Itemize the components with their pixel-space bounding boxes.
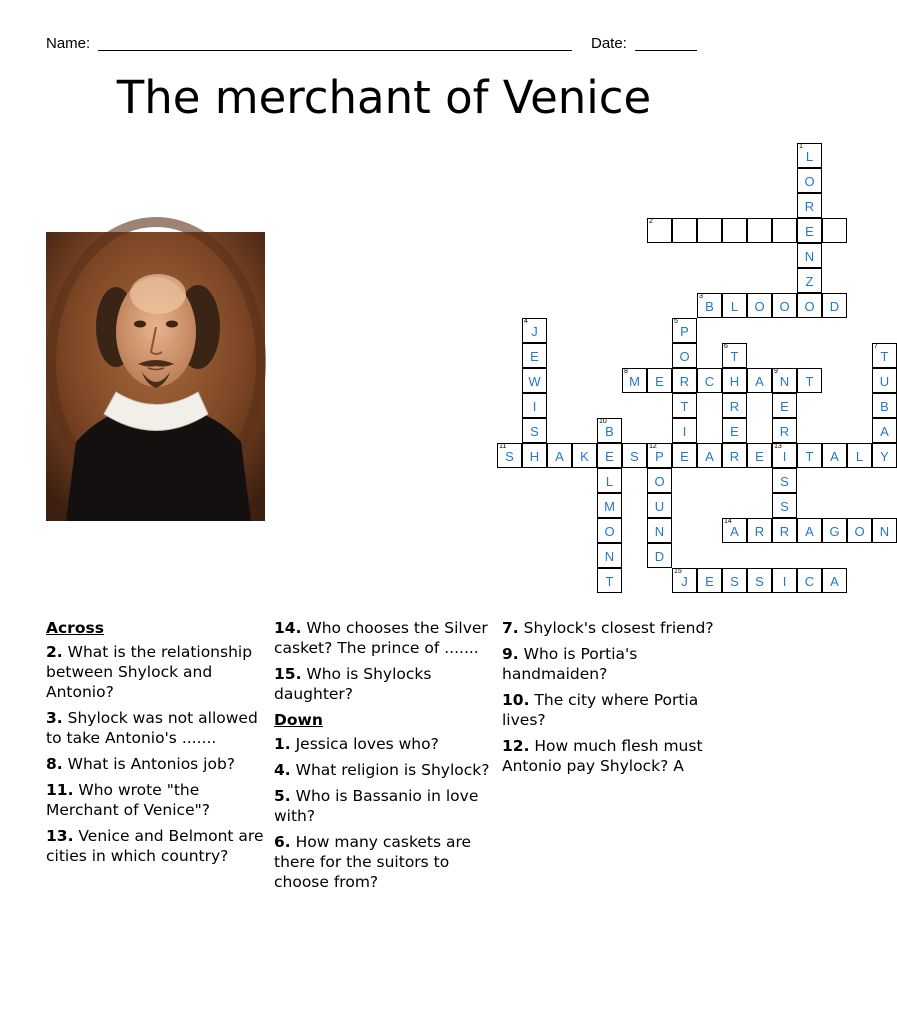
clue: [46, 754, 268, 774]
crossword-cell[interactable]: [597, 568, 622, 593]
cell-letter: O: [804, 174, 815, 189]
cell-letter: R: [754, 524, 765, 539]
cell-letter: T: [605, 574, 614, 589]
crossword-cell[interactable]: [847, 518, 872, 543]
crossword-cell[interactable]: [797, 193, 822, 218]
clue-text: Shylock was not allowed to take Antonio's .......: [46, 709, 258, 747]
cell-letter: N: [779, 374, 790, 389]
cell-number: 13: [774, 443, 782, 450]
cell-number: 3: [699, 293, 703, 300]
clue: [46, 826, 268, 866]
crossword-cell[interactable]: [797, 443, 822, 468]
clue-text: What religion is Shylock?: [290, 761, 490, 779]
cell-letter: T: [680, 399, 689, 414]
cell-letter: T: [805, 374, 814, 389]
clue-text: Shylock's closest friend?: [518, 619, 714, 637]
cell-letter: L: [605, 474, 614, 489]
cell-letter: W: [528, 374, 541, 389]
crossword-cell[interactable]: [647, 468, 672, 493]
cell-letter: I: [532, 399, 537, 414]
clue: [502, 644, 724, 684]
crossword-cell[interactable]: [872, 393, 897, 418]
cell-letter: E: [755, 449, 764, 464]
cell-letter: I: [682, 424, 687, 439]
crossword-cell[interactable]: [872, 343, 897, 368]
cell-letter: A: [705, 449, 714, 464]
clue-text: Who wrote "the Merchant of Venice"?: [46, 781, 210, 819]
cell-letter: P: [680, 324, 689, 339]
crossword-cell[interactable]: [872, 368, 897, 393]
cell-number: 14: [724, 518, 732, 525]
clue-number: 2.: [46, 643, 63, 661]
crossword-cell[interactable]: [797, 293, 822, 318]
cell-letter: N: [804, 249, 815, 264]
cell-letter: C: [804, 574, 815, 589]
cell-letter: Z: [805, 274, 814, 289]
crossword-cell[interactable]: [747, 443, 772, 468]
cell-number: 12: [649, 443, 657, 450]
cell-letter: S: [630, 449, 639, 464]
cell-letter: S: [730, 574, 739, 589]
crossword-cell[interactable]: [672, 343, 697, 368]
cell-letter: J: [681, 574, 688, 589]
crossword-cell[interactable]: [672, 318, 697, 343]
crossword-cell[interactable]: [597, 543, 622, 568]
cell-letter: R: [679, 374, 690, 389]
cell-letter: T: [730, 349, 739, 364]
crossword-cell[interactable]: [722, 568, 747, 593]
cell-letter: E: [805, 224, 814, 239]
crossword-cell[interactable]: [797, 268, 822, 293]
cell-number: 4: [524, 318, 528, 325]
cell-letter: O: [804, 299, 815, 314]
clue-text: What is the relationship between Shylock and Antonio?: [46, 643, 253, 701]
cell-number: 9: [774, 368, 778, 375]
cell-letter: H: [729, 374, 740, 389]
cell-letter: A: [880, 424, 889, 439]
crossword-cell[interactable]: [747, 518, 772, 543]
clue-number: 11.: [46, 781, 74, 799]
crossword-cell[interactable]: [722, 418, 747, 443]
crossword-cell[interactable]: [747, 568, 772, 593]
cell-letter: E: [680, 449, 689, 464]
cell-number: 5: [674, 318, 678, 325]
crossword-cell[interactable]: [797, 518, 822, 543]
cell-letter: O: [654, 474, 665, 489]
crossword-cell[interactable]: [722, 343, 747, 368]
cell-letter: [698, 219, 721, 242]
crossword-cell[interactable]: [647, 368, 672, 393]
crossword-cell[interactable]: [697, 568, 722, 593]
cell-number: 15: [674, 568, 682, 575]
cell-number: 8: [624, 368, 628, 375]
clue: [46, 708, 268, 748]
cell-letter: O: [679, 349, 690, 364]
date-label: Date:: [591, 35, 627, 52]
cell-letter: I: [782, 449, 787, 464]
clue-number: 12.: [502, 737, 530, 755]
crossword-cell[interactable]: [797, 568, 822, 593]
clue: [274, 734, 496, 754]
cell-letter: M: [629, 374, 640, 389]
cell-letter: [773, 219, 796, 242]
clue-number: 13.: [46, 827, 74, 845]
clue-number: 1.: [274, 735, 291, 753]
crossword-cell[interactable]: [822, 443, 847, 468]
name-label: Name:: [46, 35, 91, 52]
crossword-cell[interactable]: [647, 493, 672, 518]
crossword-cell[interactable]: [747, 368, 772, 393]
crossword-cell[interactable]: [522, 418, 547, 443]
cell-letter: B: [880, 399, 889, 414]
clues-column-2: [274, 618, 496, 898]
crossword-cell[interactable]: [822, 293, 847, 318]
crossword-cell[interactable]: [547, 443, 572, 468]
clue: [274, 786, 496, 826]
cell-letter: L: [805, 149, 814, 164]
crossword-cell[interactable]: [522, 343, 547, 368]
cell-number: 6: [724, 343, 728, 350]
cell-letter: S: [505, 449, 514, 464]
cell-number: 11: [499, 443, 507, 450]
cell-letter: T: [805, 449, 814, 464]
crossword-cell[interactable]: [772, 293, 797, 318]
cell-letter: [648, 219, 671, 242]
cell-letter: N: [879, 524, 890, 539]
cell-letter: O: [854, 524, 865, 539]
crossword-cell[interactable]: [697, 368, 722, 393]
crossword-cell[interactable]: [672, 393, 697, 418]
crossword-cell[interactable]: [497, 443, 522, 468]
crossword-cell[interactable]: [822, 518, 847, 543]
clue-text: Who is Shylocks daughter?: [274, 665, 432, 703]
crossword-cell[interactable]: [747, 293, 772, 318]
clue-number: 6.: [274, 833, 291, 851]
crossword-cell[interactable]: [647, 543, 672, 568]
crossword-cell[interactable]: [672, 218, 697, 243]
crossword-cell[interactable]: [672, 568, 697, 593]
clue: [274, 664, 496, 704]
cell-letter: G: [829, 524, 840, 539]
clue-number: 7.: [502, 619, 519, 637]
crossword-cell[interactable]: [672, 418, 697, 443]
cell-letter: [723, 219, 746, 242]
cell-letter: D: [654, 549, 665, 564]
cell-letter: E: [655, 374, 664, 389]
cell-letter: O: [779, 299, 790, 314]
crossword-cell[interactable]: [722, 443, 747, 468]
clue-text: Who is Bassanio in love with?: [274, 787, 479, 825]
clue-text: How much flesh must Antonio pay Shylock? A: [502, 737, 703, 775]
cell-letter: D: [829, 299, 840, 314]
clue-number: 15.: [274, 665, 302, 683]
cell-letter: S: [780, 474, 789, 489]
crossword-cell[interactable]: [522, 393, 547, 418]
cell-letter: P: [655, 449, 664, 464]
clue-number: 3.: [46, 709, 63, 727]
crossword-cell[interactable]: [622, 368, 647, 393]
cell-letter: R: [779, 524, 790, 539]
crossword-cell[interactable]: [772, 518, 797, 543]
crossword-cell[interactable]: [722, 368, 747, 393]
clue-text: Who chooses the Silver casket? The prince of .......: [274, 619, 488, 657]
crossword-cell[interactable]: [847, 443, 872, 468]
cell-letter: [748, 219, 771, 242]
crossword-cell[interactable]: [522, 368, 547, 393]
crossword-cell[interactable]: [872, 443, 897, 468]
clue: [274, 760, 496, 780]
cell-letter: R: [729, 449, 740, 464]
crossword-cell[interactable]: [872, 518, 897, 543]
crossword-cell[interactable]: [597, 493, 622, 518]
cell-letter: A: [830, 449, 839, 464]
crossword-cell[interactable]: [772, 368, 797, 393]
clue-number: 8.: [46, 755, 63, 773]
clue: [46, 642, 268, 702]
clue-text: Jessica loves who?: [290, 735, 439, 753]
cell-letter: A: [555, 449, 564, 464]
clues-column-1: [46, 618, 268, 872]
crossword-cell[interactable]: [797, 168, 822, 193]
down-heading: Down: [274, 711, 323, 729]
cell-letter: T: [880, 349, 889, 364]
cell-letter: B: [705, 299, 714, 314]
cell-letter: L: [730, 299, 739, 314]
crossword-cell[interactable]: [597, 418, 622, 443]
cell-letter: S: [755, 574, 764, 589]
crossword-cell[interactable]: [772, 568, 797, 593]
cell-letter: E: [605, 449, 614, 464]
clue: [502, 736, 724, 776]
crossword-cell[interactable]: [772, 218, 797, 243]
crossword-cell[interactable]: [697, 443, 722, 468]
clue-text: What is Antonios job?: [62, 755, 236, 773]
crossword-cell[interactable]: [672, 368, 697, 393]
cell-number: 1: [799, 143, 803, 150]
cell-letter: R: [804, 199, 815, 214]
cell-letter: S: [780, 499, 789, 514]
crossword-cell[interactable]: [722, 218, 747, 243]
crossword-cell[interactable]: [597, 468, 622, 493]
clue-number: 9.: [502, 645, 519, 663]
crossword-cell[interactable]: [697, 218, 722, 243]
cell-letter: [823, 219, 846, 242]
crossword-cell[interactable]: [797, 143, 822, 168]
crossword-cell[interactable]: [622, 443, 647, 468]
cell-letter: E: [705, 574, 714, 589]
crossword-cell[interactable]: [722, 293, 747, 318]
crossword-cell[interactable]: [797, 368, 822, 393]
crossword-cell[interactable]: [722, 393, 747, 418]
clue-number: 4.: [274, 761, 291, 779]
crossword-cell[interactable]: [597, 518, 622, 543]
cell-letter: N: [604, 549, 615, 564]
crossword-cell[interactable]: [647, 518, 672, 543]
cell-letter: B: [605, 424, 614, 439]
cell-letter: A: [730, 524, 739, 539]
cell-letter: L: [855, 449, 864, 464]
clue-text: Venice and Belmont are cities in which country?: [46, 827, 264, 865]
clue-text: How many caskets are there for the suitors to choose from?: [274, 833, 472, 891]
cell-letter: E: [780, 399, 789, 414]
cell-letter: E: [730, 424, 739, 439]
crossword-cell[interactable]: [522, 318, 547, 343]
crossword-cell[interactable]: [797, 218, 822, 243]
crossword-cell[interactable]: [822, 568, 847, 593]
cell-letter: M: [604, 499, 615, 514]
cell-letter: H: [529, 449, 540, 464]
cell-letter: A: [755, 374, 764, 389]
cell-letter: O: [754, 299, 765, 314]
crossword-cell[interactable]: [572, 443, 597, 468]
cell-letter: C: [704, 374, 715, 389]
crossword-cell[interactable]: [772, 443, 797, 468]
clue: [274, 618, 496, 658]
crossword-cell[interactable]: [772, 393, 797, 418]
cell-number: 2: [649, 218, 653, 225]
cell-letter: O: [604, 524, 615, 539]
clue-number: 14.: [274, 619, 302, 637]
crossword-cell[interactable]: [647, 443, 672, 468]
cell-letter: U: [879, 374, 890, 389]
clue: [46, 780, 268, 820]
page-title: The merchant of Venice: [116, 71, 652, 124]
clue-number: 10.: [502, 691, 530, 709]
crossword-cell[interactable]: [722, 518, 747, 543]
cell-letter: K: [580, 449, 589, 464]
cell-letter: S: [530, 424, 539, 439]
cell-letter: R: [729, 399, 740, 414]
clue-number: 5.: [274, 787, 291, 805]
crossword-cell[interactable]: [647, 218, 672, 243]
clue-text: The city where Portia lives?: [502, 691, 699, 729]
cell-letter: J: [531, 324, 538, 339]
across-heading: Across: [46, 619, 104, 637]
cell-letter: A: [805, 524, 814, 539]
crossword-cell[interactable]: [697, 293, 722, 318]
crossword-cell[interactable]: [522, 443, 547, 468]
clue: [502, 690, 724, 730]
cell-letter: R: [779, 424, 790, 439]
cell-number: 7: [874, 343, 878, 350]
crossword-cell[interactable]: [872, 418, 897, 443]
cell-letter: U: [654, 499, 665, 514]
cell-letter: N: [654, 524, 665, 539]
clue-text: Who is Portia's handmaiden?: [502, 645, 638, 683]
crossword-cell[interactable]: [747, 218, 772, 243]
cell-letter: [673, 219, 696, 242]
crossword-cell[interactable]: [772, 493, 797, 518]
crossword-cell[interactable]: [672, 443, 697, 468]
cell-number: 10: [599, 418, 607, 425]
crossword-cell[interactable]: [597, 443, 622, 468]
clue: [274, 832, 496, 892]
crossword-cell[interactable]: [772, 418, 797, 443]
cell-letter: I: [782, 574, 787, 589]
clues-column-3: [502, 618, 724, 782]
cell-letter: E: [530, 349, 539, 364]
crossword-cell[interactable]: [797, 243, 822, 268]
crossword-cell[interactable]: [822, 218, 847, 243]
cell-letter: A: [830, 574, 839, 589]
crossword-cell[interactable]: [772, 468, 797, 493]
clue: [502, 618, 724, 638]
cell-letter: Y: [880, 449, 889, 464]
